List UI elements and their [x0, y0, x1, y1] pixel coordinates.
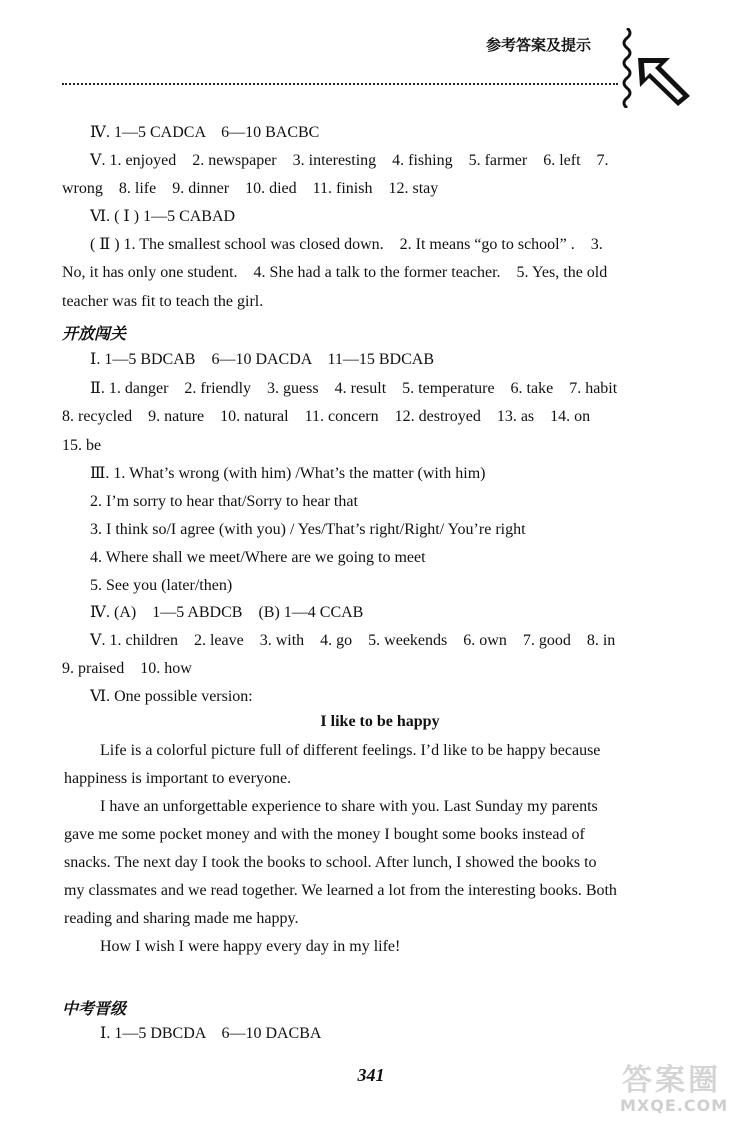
answer-line: teacher was fit to teach the girl.	[62, 293, 264, 310]
answer-line: 3. I think so/I agree (with you) / Yes/That’s right/Right/ You’re right	[90, 521, 526, 538]
answer-line: ( Ⅱ ) 1. The smallest school was closed down. 2. It means “go to school” . 3.	[90, 236, 603, 253]
section-title-zhongkao: 中考晋级	[62, 999, 127, 1018]
header-dotted-rule	[62, 83, 618, 85]
answer-line: 15. be	[62, 437, 102, 454]
answer-line: Ⅰ. 1—5 BDCAB 6—10 DACDA 11—15 BDCAB	[90, 351, 434, 368]
answer-line: 4. Where shall we meet/Where are we going to meet	[90, 549, 426, 566]
answer-line: Ⅳ. 1—5 CADCA 6—10 BACBC	[90, 124, 320, 141]
answer-line: 8. recycled 9. nature 10. natural 11. concern 12. destroyed 13. as 14. on	[62, 408, 591, 425]
arrow-icon	[628, 50, 692, 108]
answer-line: No, it has only one student. 4. She had a talk to the former teacher. 5. Yes, the old	[62, 264, 608, 281]
answer-line: Ⅱ. 1. danger 2. friendly 3. guess 4. result 5. temperature 6. take 7. habit	[90, 380, 618, 397]
answer-line: wrong 8. life 9. dinner 10. died 11. finish 12. stay	[62, 180, 439, 197]
answer-line: Ⅳ. (A) 1—5 ABDCB (B) 1—4 CCAB	[90, 604, 364, 621]
answer-line: Ⅲ. 1. What’s wrong (with him) /What’s the matter (with him)	[90, 465, 486, 482]
essay-line: reading and sharing made me happy.	[64, 910, 299, 927]
watermark-url: MXQE.COM	[620, 1096, 729, 1115]
essay-line: snacks. The next day I took the books to school. After lunch, I showed the books to	[64, 854, 597, 871]
essay-line: How I wish I were happy every day in my life!	[100, 938, 401, 955]
page-number: 341	[357, 1065, 385, 1085]
answer-line: Ⅵ. ( Ⅰ ) 1—5 CABAD	[90, 208, 236, 225]
essay-line: Life is a colorful picture full of different feelings. I’d like to be happy because	[100, 742, 601, 759]
essay-line: gave me some pocket money and with the money I bought some books instead of	[64, 826, 585, 843]
essay-line: happiness is important to everyone.	[64, 770, 292, 787]
answer-line: Ⅵ. One possible version:	[90, 688, 253, 705]
section-title-kaifang: 开放闯关	[62, 324, 127, 343]
essay-title: I like to be happy	[320, 713, 440, 730]
essay-line: I have an unforgettable experience to share with you. Last Sunday my parents	[100, 798, 598, 815]
essay-line: my classmates and we read together. We learned a lot from the interesting books. Both	[64, 882, 617, 899]
answer-line: 5. See you (later/then)	[90, 577, 233, 594]
watermark-logo: 答案圈	[622, 1063, 721, 1098]
answer-line: 9. praised 10. how	[62, 660, 192, 677]
answer-line: Ⅴ. 1. children 2. leave 3. with 4. go 5. weekends 6. own 7. good 8. in	[90, 632, 616, 649]
answer-line: Ⅰ. 1—5 DBCDA 6—10 DACBA	[100, 1025, 322, 1042]
answer-line: Ⅴ. 1. enjoyed 2. newspaper 3. interesting 4. fishing 5. farmer 6. left 7.	[90, 152, 609, 169]
answer-line: 2. I’m sorry to hear that/Sorry to hear that	[90, 493, 358, 510]
header-title: 参考答案及提示	[486, 36, 592, 54]
